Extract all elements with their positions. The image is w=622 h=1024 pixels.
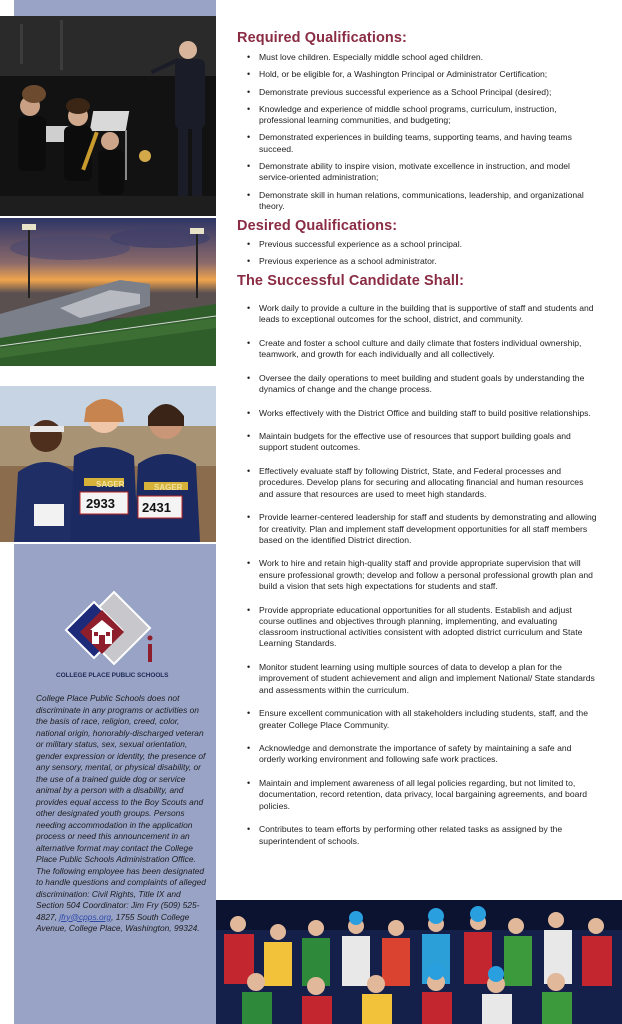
district-logo-mark xyxy=(50,586,170,676)
list-item: • Knowledge and experience of middle school programs, curriculum, instruction, professional learning communities, and budgeting; xyxy=(237,104,597,127)
contact-email-link[interactable]: jfry@cpps.org xyxy=(59,911,112,922)
required-list xyxy=(237,52,597,212)
nondiscrimination-text: College Place Public Schools does not discriminate in any programs or activities on the basis of race, religion, creed, color, national origin, honorably-discharged veteran or military status, sex, sexual orientation, gender expression or identity, the presence of any sensory, mental, or physical disability, or the use of a trained guide dog or service animal by a person with a disability, and provides equal access to the Boy Scouts and other designated youth groups. Persons needing accommodation in the application process or need this announcement in an alternative format may contact the College Place Public Schools Administration Office. The following employee has been designated to handle questions and complaints of alleged discrimination: Civil Rights, Title IX and Section 504 Coordinator: Jim Fry (509) 525-4827, xyxy=(36,693,206,922)
list-item: • Demonstrated experiences in building teams, supporting teams, and having teams succeed. xyxy=(237,132,597,155)
jersey-text-right: SAGER xyxy=(154,483,183,492)
nondiscrimination-address: , 1755 South College Avenue, College Place, Washington, 99324. xyxy=(36,911,200,933)
list-item: • Maintain and implement awareness of all legal policies regarding, but not limited to, documentation, record retention, data privacy, local bargaining agreements, and board policies. xyxy=(237,778,597,812)
sidebar xyxy=(0,0,216,1024)
stadium-photo xyxy=(0,218,216,366)
list-item: • Effectively evaluate staff by following District, State, and Federal processes and procedures. Develop plans for securing and allocating financial and human resources and assure that resources are used to meet high standards. xyxy=(237,466,597,500)
band-illustration xyxy=(0,16,216,216)
list-item: • Oversee the daily operations to meet building and student goals by understanding the dynamics of change and the change process. xyxy=(237,373,597,396)
list-item: • Previous successful experience as a school principal. xyxy=(237,239,597,250)
list-item: • Works effectively with the District Office and building staff to build positive relationships. xyxy=(237,408,597,419)
logo-caption: COLLEGE PLACE PUBLIC SCHOOLS xyxy=(56,672,169,679)
nondiscrimination-statement xyxy=(36,693,208,935)
runners-photo xyxy=(0,386,216,542)
list-item: • Maintain budgets for the effective use of resources that support building goals and support student outcomes. xyxy=(237,431,597,454)
jersey-text-center: SAGER xyxy=(96,480,125,489)
list-item: • Create and foster a school culture and daily climate that fosters individual ownership, teamwork, and growth for each individually and all collectively. xyxy=(237,338,597,361)
desired-heading: Desired Qualifications: xyxy=(237,218,398,235)
list-item: • Demonstrate ability to inspire vision, motivate excellence in instruction, and model service-oriented administration; xyxy=(237,161,597,184)
stadium-illustration xyxy=(0,218,216,366)
list-item: • Ensure excellent communication with all stakeholders including students, staff, and the greater College Place Community. xyxy=(237,708,597,731)
list-item: • Provide appropriate educational opportunities for all students. Establish and adjust course outlines and objectives through planning, implementing, and evaluating classroom instructional activities consistent with adopted district curriculum and State Learning Standards. xyxy=(237,605,597,650)
band-photo xyxy=(0,16,216,216)
candidate-heading: The Successful Candidate Shall: xyxy=(237,272,465,289)
district-logo xyxy=(50,586,170,676)
theater-cast-photo xyxy=(216,900,622,1024)
list-item: • Monitor student learning using multiple sources of data to develop a plan for the improvement of student achievement and align and implement National/ State standards and assessments within the curriculum. xyxy=(237,662,597,696)
list-item: • Provide learner-centered leadership for staff and students by demonstrating and allowing for creativity. Plan and implement staff development opportunities for all staff members based on the identified District direction. xyxy=(237,512,597,546)
theater-cast-illustration xyxy=(216,900,622,1024)
list-item: • Must love children. Especially middle school aged children. xyxy=(237,52,597,63)
list-item: • Demonstrate skill in human relations, communications, leadership, and organizational theory. xyxy=(237,190,597,213)
list-item: • Hold, or be eligible for, a Washington Principal or Administrator Certification; xyxy=(237,69,597,80)
runners-illustration xyxy=(0,386,216,542)
candidate-list xyxy=(237,303,597,847)
list-item: • Demonstrate previous successful experience as a School Principal (desired); xyxy=(237,87,597,98)
list-item: • Work daily to provide a culture in the building that is supportive of staff and students and leads to exceptional outcomes for the school, district, and community. xyxy=(237,303,597,326)
sidebar-accent-band xyxy=(14,0,216,16)
required-heading: Required Qualifications: xyxy=(237,30,407,46)
main-content xyxy=(237,30,597,859)
list-item: • Contributes to team efforts by performing other related tasks as assigned by the superintendent of schools. xyxy=(237,824,597,847)
runner-bib-1: 2933 xyxy=(86,496,115,511)
desired-list xyxy=(237,239,597,267)
runner-bib-2: 2431 xyxy=(142,500,171,515)
list-item: • Acknowledge and demonstrate the importance of safety by maintaining a safe and orderly working environment and following safe work practices. xyxy=(237,743,597,766)
list-item: • Previous experience as a school administrator. xyxy=(237,256,597,267)
list-item: • Work to hire and retain high-quality staff and provide appropriate supervision that will ensure professional growth; develop and follow a personal professional growth plan and build a vision that sets high expectations for students and staff. xyxy=(237,558,597,592)
